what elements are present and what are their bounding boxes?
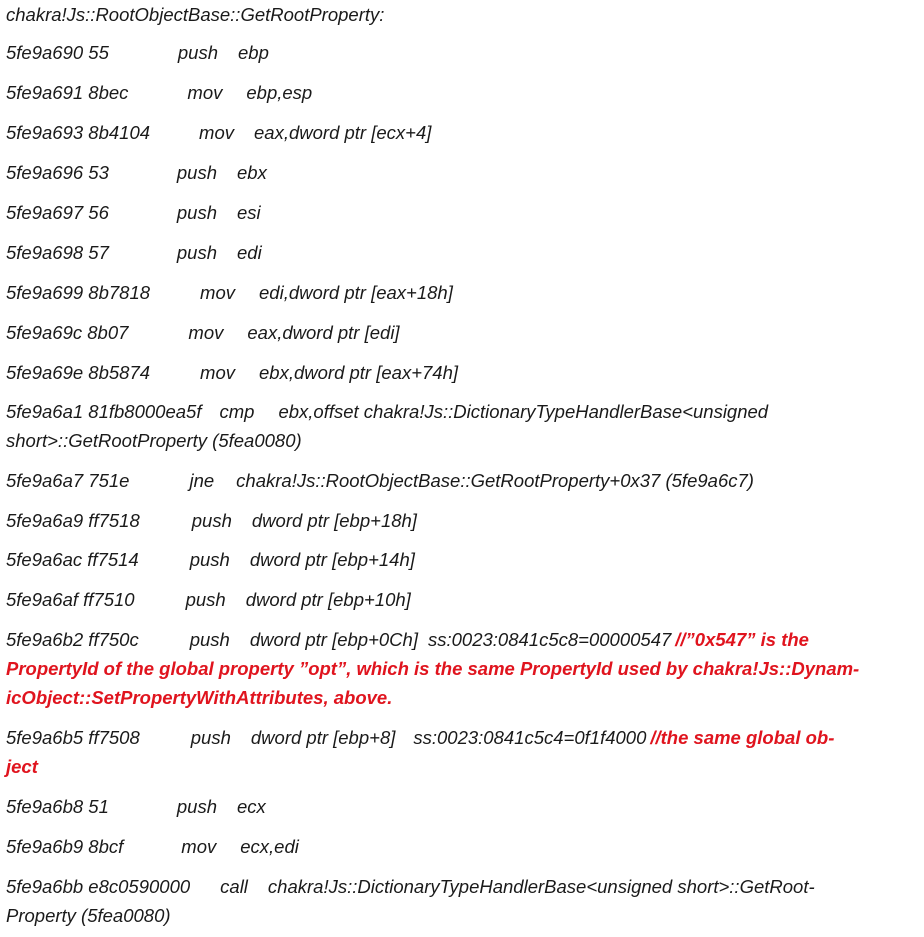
asm-address: 5fe9a696 53	[6, 162, 109, 183]
asm-address: 5fe9a691 8bec	[6, 82, 129, 103]
asm-line	[6, 397, 768, 426]
asm-address: 5fe9a693 8b4104	[6, 122, 151, 143]
asm-operands: dword ptr [ebp+8]	[250, 727, 396, 748]
asm-address: 5fe9a6b2 ff750c	[6, 629, 139, 650]
asm-address: 5fe9a690 55	[6, 42, 109, 63]
asm-line	[6, 278, 453, 307]
asm-opcode: mov	[200, 362, 235, 383]
asm-address: 5fe9a6a1 81fb8000ea5f	[6, 401, 202, 422]
asm-address: 5fe9a6af ff7510	[6, 589, 135, 610]
asm-opcode: mov	[188, 322, 224, 343]
asm-operands: ebx,dword ptr [eax+74h]	[259, 362, 459, 383]
asm-opcode: cmp	[219, 401, 255, 422]
asm-operands: ecx	[237, 796, 266, 817]
asm-operands: dword ptr [ebp+14h]	[249, 549, 415, 570]
function-header: chakra!Js::RootObjectBase::GetRootProperty:	[6, 4, 385, 25]
memory-readout: ss:0023:0841c5c8=00000547	[427, 629, 672, 650]
asm-opcode: push	[185, 589, 226, 610]
asm-line-continuation: short>::GetRootProperty (5fea0080)	[6, 430, 302, 451]
asm-line	[6, 118, 431, 147]
asm-operands: edi,dword ptr [eax+18h]	[259, 282, 453, 303]
asm-operands: chakra!Js::DictionaryTypeHandlerBase<unsigned short>::GetRoot-	[267, 876, 815, 897]
asm-operands: eax,dword ptr [edi]	[247, 322, 400, 343]
asm-address: 5fe9a699 8b7818	[6, 282, 151, 303]
asm-address: 5fe9a69c 8b07	[6, 322, 129, 343]
asm-line	[6, 78, 312, 107]
asm-operands: dword ptr [ebp+18h]	[251, 510, 417, 531]
asm-opcode: push	[177, 42, 219, 63]
asm-line	[6, 625, 809, 654]
asm-line	[6, 318, 400, 347]
asm-opcode: push	[189, 629, 230, 650]
annotation-comment: //”0x547” is the	[675, 629, 809, 650]
asm-operands: dword ptr [ebp+0Ch]	[249, 629, 418, 650]
asm-line	[6, 585, 411, 614]
asm-line	[6, 545, 415, 574]
asm-operands: chakra!Js::RootObjectBase::GetRootProperty+0x37 (5fe9a6c7)	[236, 470, 754, 491]
asm-line	[6, 38, 269, 67]
asm-operands: dword ptr [ebp+10h]	[245, 589, 411, 610]
asm-line	[6, 506, 417, 535]
asm-opcode: jne	[189, 470, 215, 491]
annotation-comment: //the same global ob-	[650, 727, 835, 748]
asm-opcode: push	[176, 242, 218, 263]
asm-operands: ebp,esp	[246, 82, 313, 103]
memory-readout: ss:0023:0841c5c4=0f1f4000	[413, 727, 647, 748]
asm-operands: ecx,edi	[240, 836, 299, 857]
asm-address: 5fe9a697 56	[6, 202, 109, 223]
asm-line	[6, 872, 815, 901]
asm-line	[6, 358, 458, 387]
asm-opcode: push	[191, 510, 232, 531]
asm-address: 5fe9a6ac ff7514	[6, 549, 139, 570]
asm-address: 5fe9a6a7 751e	[6, 470, 130, 491]
annotation-comment-continuation: icObject::SetPropertyWithAttributes, above.	[6, 687, 393, 708]
asm-opcode: mov	[200, 282, 235, 303]
asm-operands: esi	[237, 202, 261, 223]
asm-address: 5fe9a69e 8b5874	[6, 362, 151, 383]
asm-line	[6, 198, 261, 227]
asm-opcode: push	[176, 202, 218, 223]
annotation-comment-continuation: ject	[6, 756, 38, 777]
asm-opcode: push	[189, 549, 230, 570]
asm-operands: edi	[237, 242, 262, 263]
asm-opcode: push	[176, 162, 218, 183]
asm-line	[6, 723, 834, 752]
asm-line	[6, 466, 754, 495]
asm-line	[6, 832, 299, 861]
asm-line-continuation: Property (5fea0080)	[6, 905, 171, 926]
asm-address: 5fe9a6b9 8bcf	[6, 836, 124, 857]
asm-address: 5fe9a6b8 51	[6, 796, 109, 817]
asm-opcode: mov	[181, 836, 217, 857]
asm-operands: ebx	[237, 162, 267, 183]
asm-opcode: push	[176, 796, 218, 817]
asm-operands: ebx,offset chakra!Js::DictionaryTypeHandlerBase<unsigned	[278, 401, 769, 422]
asm-address: 5fe9a6bb e8c0590000	[6, 876, 191, 897]
asm-line	[6, 238, 262, 267]
asm-operands: ebp	[238, 42, 269, 63]
asm-opcode: mov	[187, 82, 223, 103]
asm-address: 5fe9a6b5 ff7508	[6, 727, 140, 748]
asm-address: 5fe9a6a9 ff7518	[6, 510, 140, 531]
asm-opcode: mov	[199, 122, 234, 143]
asm-operands: eax,dword ptr [ecx+4]	[254, 122, 432, 143]
asm-line	[6, 158, 267, 187]
asm-address: 5fe9a698 57	[6, 242, 109, 263]
asm-opcode: call	[220, 876, 248, 897]
asm-line	[6, 792, 266, 821]
asm-opcode: push	[190, 727, 231, 748]
annotation-comment-continuation: PropertyId of the global property ”opt”, which is the same PropertyId used by chakra!Js::Dynam-	[6, 658, 860, 679]
